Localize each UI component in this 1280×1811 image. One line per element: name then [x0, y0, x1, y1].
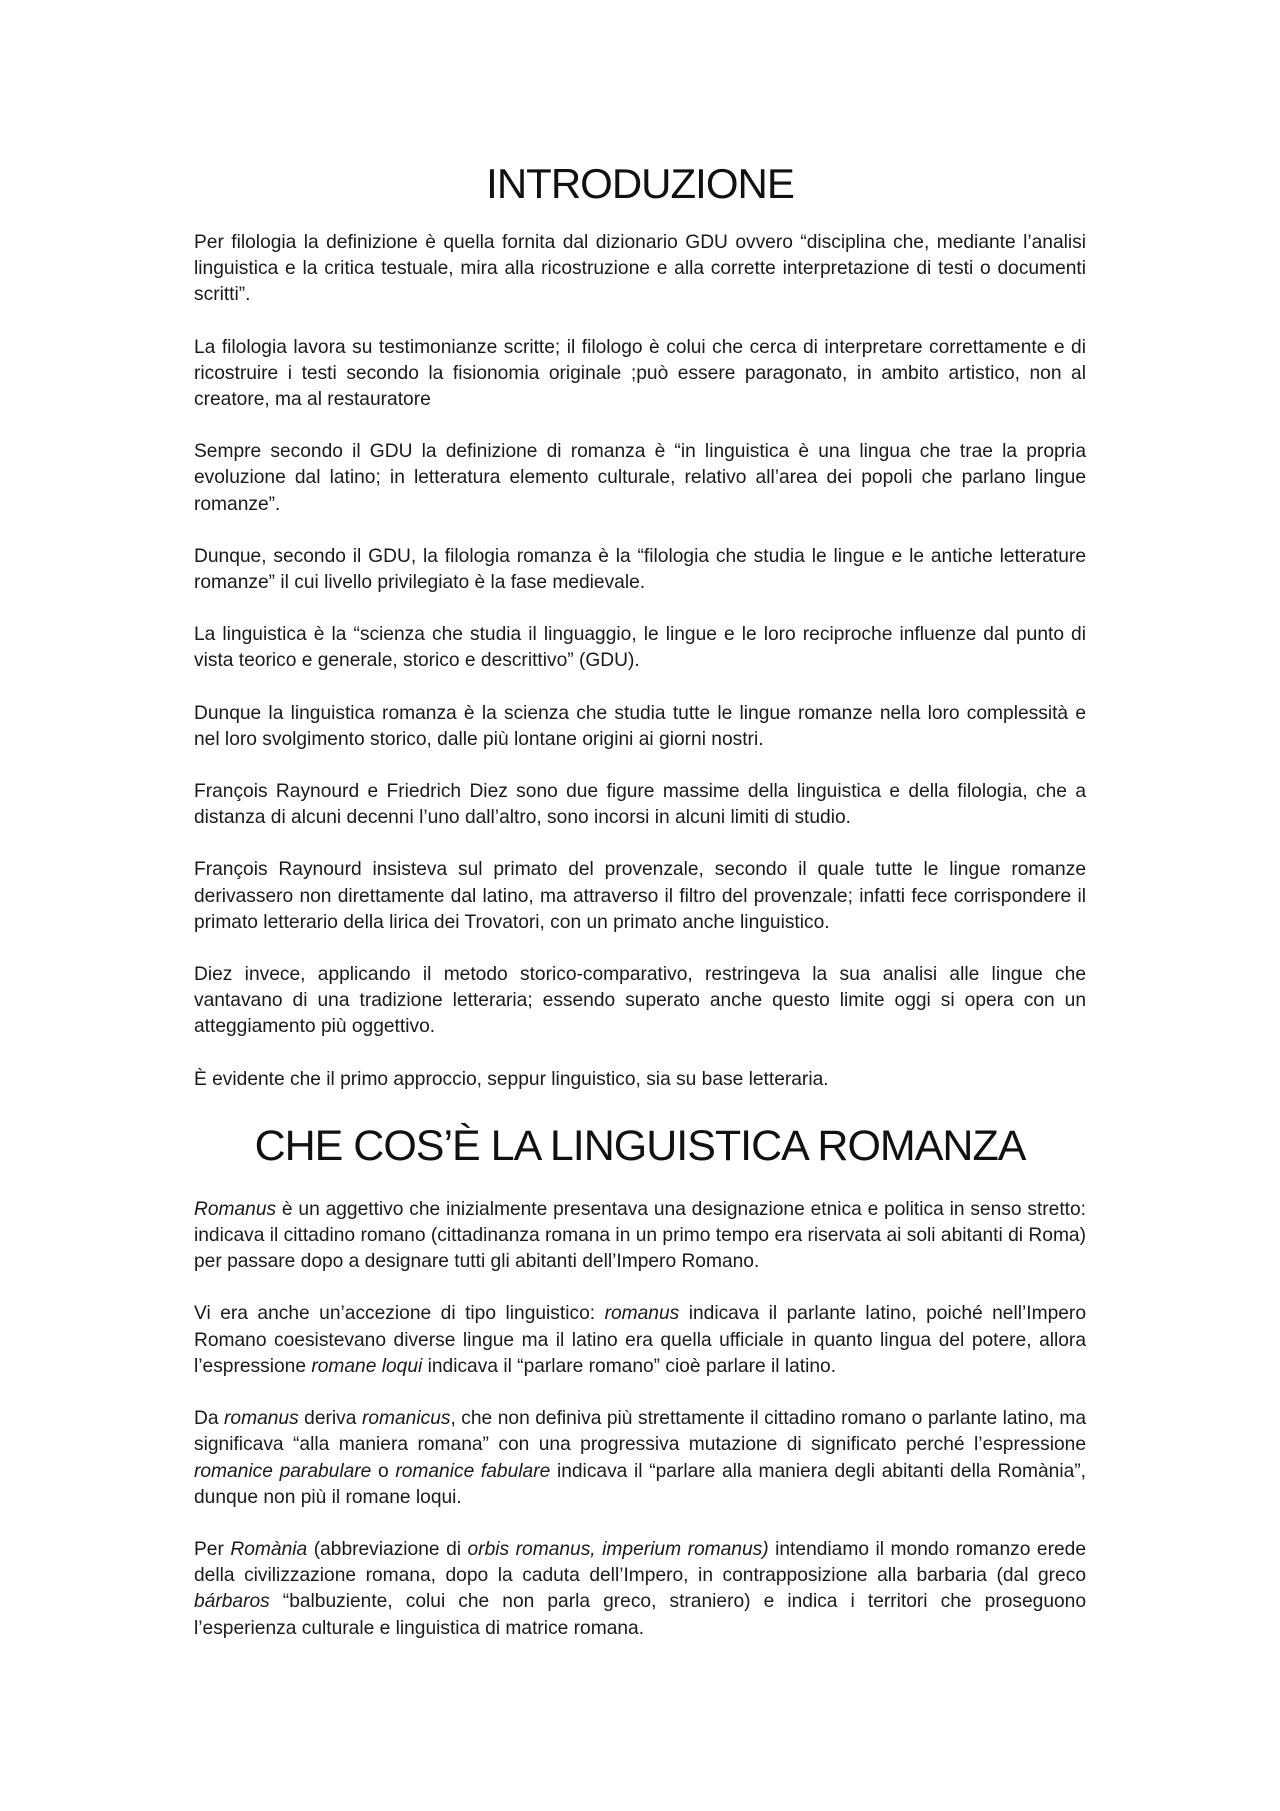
text-run: Vi era anche un’accezione di tipo linguistico: [194, 1303, 605, 1325]
paragraph-romania [194, 1537, 1086, 1642]
paragraph: Per filologia la definizione è quella fornita dal dizionario GDU ovvero “disciplina che, mediante l’analisi linguistica e la critica testuale, mira alla ricostruzione e alla corrette interpretazione di testi o documenti scritti”. [194, 232, 1086, 306]
text-run: deriva [298, 1408, 362, 1430]
paragraph: Dunque, secondo il GDU, la filologia romanza è la “filologia che studia le lingue e le antiche letterature romanze” il cui livello privilegiato è la fase medievale. [194, 545, 1086, 594]
italic-term: bárbaros [194, 1591, 270, 1613]
text-run: , che non definiva più strettamente il cittadino romano o parlante latino, ma significava “alla maniera romana” con una progressiva mutazione di significato perché l’espressione [194, 1408, 1087, 1456]
italic-term: romanicus [361, 1408, 451, 1430]
paragraph: Diez invece, applicando il metodo storico-comparativo, restringeva la sua analisi alle lingue che vantavano di una tradizione letteraria; essendo superato anche questo limite oggi si opera con un atteggiamento più oggettivo. [194, 964, 1086, 1038]
paragraph: La filologia lavora su testimonianze scritte; il filologo è colui che cerca di interpretare correttamente e di ricostruire i testi secondo la fisionomia originale ;può essere paragonato, in ambito artistico, non al creatore, ma al restauratore [194, 336, 1086, 411]
paragraph: François Raynourd e Friedrich Diez sono due figure massime della linguistica e della filologia, che a distanza di alcuni decenni l’uno dall’altro, sono incorsi in alcuni limiti di studio. [194, 781, 1086, 829]
paragraph: François Raynourd insisteva sul primato del provenzale, secondo il quale tutte le lingue romanze derivassero non direttamente dal latino, ma attraverso il filtro del provenzale; infatti fece corrispondere il primato letterario della lirica dei Trovatori, con un primato anche linguistico. [194, 859, 1086, 933]
text-run: Da [194, 1408, 225, 1430]
paragraph-accezione [194, 1301, 1086, 1380]
paragraph-romanus [194, 1197, 1086, 1276]
italic-term: Romània [230, 1538, 308, 1560]
text-run: indicava il parlante latino, poiché nell’Impero Romano coesistevano diverse lingue ma il latino era quella ufficiale in quanto lingua del potere, allora l’espressione [194, 1303, 1086, 1377]
italic-term: romanice parabulare [194, 1460, 372, 1482]
italic-term: romanus [224, 1408, 299, 1430]
text-run: è un aggettivo che inizialmente presentava una designazione etnica e politica in senso stretto: indicava il cittadino romano (cittadinanza romana in un primo tempo era riservata ai soli abitanti di Roma) per passare dopo a designare tutti gli abitanti dell’Impero Romano. [194, 1198, 1086, 1273]
paragraph: La linguistica è la “scienza che studia il linguaggio, le lingue e le loro reciproche influenze dal punto di vista teorico e generale, storico e descrittivo” (GDU). [194, 624, 1086, 672]
text-run: “balbuziente, colui che non parla greco, straniero) e indica i territori che proseguono l’esperienza culturale e linguistica di matrice romana. [194, 1591, 1086, 1639]
italic-term: romanice fabulare [395, 1460, 551, 1482]
italic-term: romanus [604, 1303, 680, 1325]
text-run: Per [194, 1538, 231, 1560]
paragraph: Sempre secondo il GDU la definizione di romanza è “in linguistica è una lingua che trae la propria evoluzione dal latino; in letteratura elemento culturale, relativo all’area dei popoli che parlano lingue romanze”. [194, 441, 1086, 515]
paragraph-romanicus [194, 1406, 1086, 1511]
italic-term: romane loqui [311, 1355, 423, 1377]
section-title-linguistica-romanza: CHE COS’È LA LINGUISTICA ROMANZA [254, 1121, 1026, 1170]
text-run: (abbreviazione di [307, 1538, 468, 1560]
paragraph: È evidente che il primo approccio, seppur linguistico, sia su base letteraria. [194, 1068, 829, 1090]
text-run: intendiamo il mondo romanzo erede della civilizzazione romana, dopo la caduta dell’Impero, in contrapposizione alla barbaria (dal greco [194, 1538, 1086, 1587]
text-run: indicava il “parlare romano” cioè parlare il latino. [422, 1355, 837, 1377]
italic-term: orbis romanus, imperium romanus) [467, 1538, 769, 1560]
paragraph: Dunque la linguistica romanza è la scienza che studia tutte le lingue romanze nella loro complessità e nel loro svolgimento storico, dalle più lontane origini ai giorni nostri. [194, 702, 1086, 750]
text-run: o [371, 1460, 396, 1482]
text-run: indicava il “parlare alla maniera degli abitanti della Romània”, dunque non più il romane loqui. [194, 1460, 1086, 1508]
italic-term: Romanus [194, 1198, 277, 1220]
section-title-introduzione: INTRODUZIONE [486, 160, 794, 207]
